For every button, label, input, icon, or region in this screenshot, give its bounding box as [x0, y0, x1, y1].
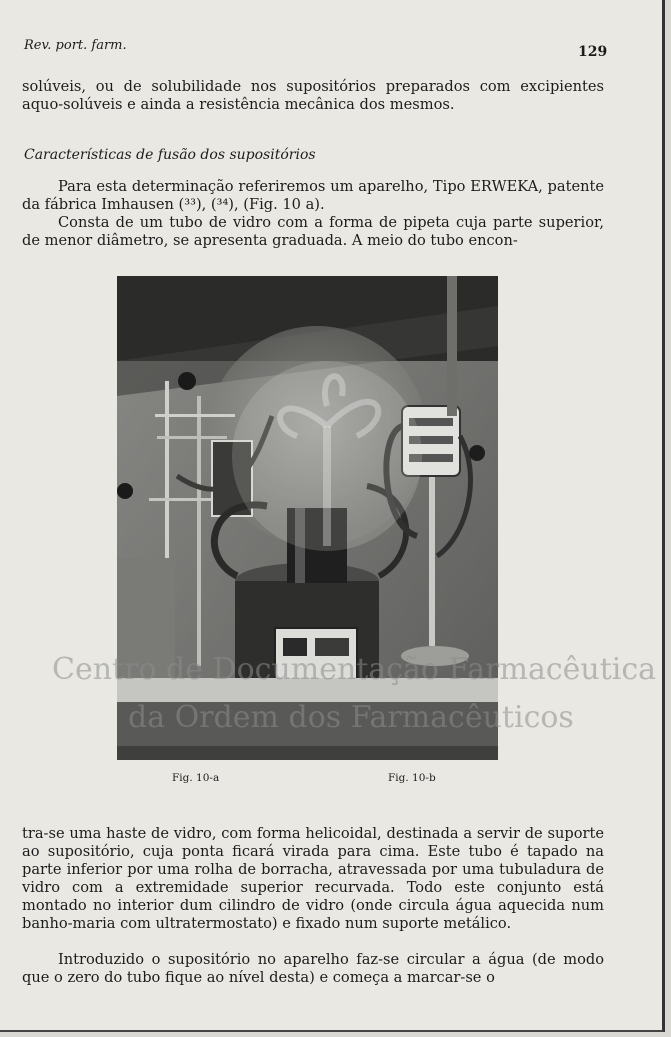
paragraph-4: Introduzido o supositório no aparelho faz-se circular a água (de modo que o zero do tubo fique ao nível desta) e começa a marcar-se o: [22, 951, 604, 986]
intro-paragraph: solúveis, ou de solubilidade nos supositórios preparados com excipientes aquo-solúveis e ainda a resistência mecânica dos mesmos.: [22, 78, 604, 113]
watermark-line-1: Centro de Documentação Farmacêutica: [52, 652, 657, 687]
apparatus-photo-graphic: [117, 276, 498, 760]
figure-caption-a: Fig. 10-a: [172, 772, 220, 784]
apparatus-photo: [117, 276, 498, 760]
journal-header: Rev. port. farm.: [24, 38, 127, 53]
section-heading: Características de fusão dos supositórios: [24, 147, 316, 163]
page-number: 129: [578, 44, 608, 60]
paragraph-1: Para esta determinação referiremos um aparelho, Tipo ERWEKA, patente da fábrica Imhausen (³³), (³⁴), (Fig. 10 a).: [22, 178, 604, 213]
figure-caption-b: Fig. 10-b: [388, 772, 436, 784]
paragraph-2: Consta de um tubo de vidro com a forma de pipeta cuja parte superior, de menor diâmetro, se apresenta graduada. A meio do tubo encon-: [22, 214, 604, 249]
watermark-line-2: da Ordem dos Farmacêuticos: [128, 700, 574, 735]
paragraph-3: tra-se uma haste de vidro, com forma helicoidal, destinada a servir de suporte ao supositório, cuja ponta ficará virada para cima. Este tubo é tapado na parte inferior por uma rolha de borracha, atravessada por uma tubuladura de vidro com a extremidade superior recurvada. Todo este conjunto está montado no interior dum cilindro de vidro (onde circula água aquecida num banho-maria com ultratermostato) e fixado num suporte metálico.: [22, 825, 604, 932]
